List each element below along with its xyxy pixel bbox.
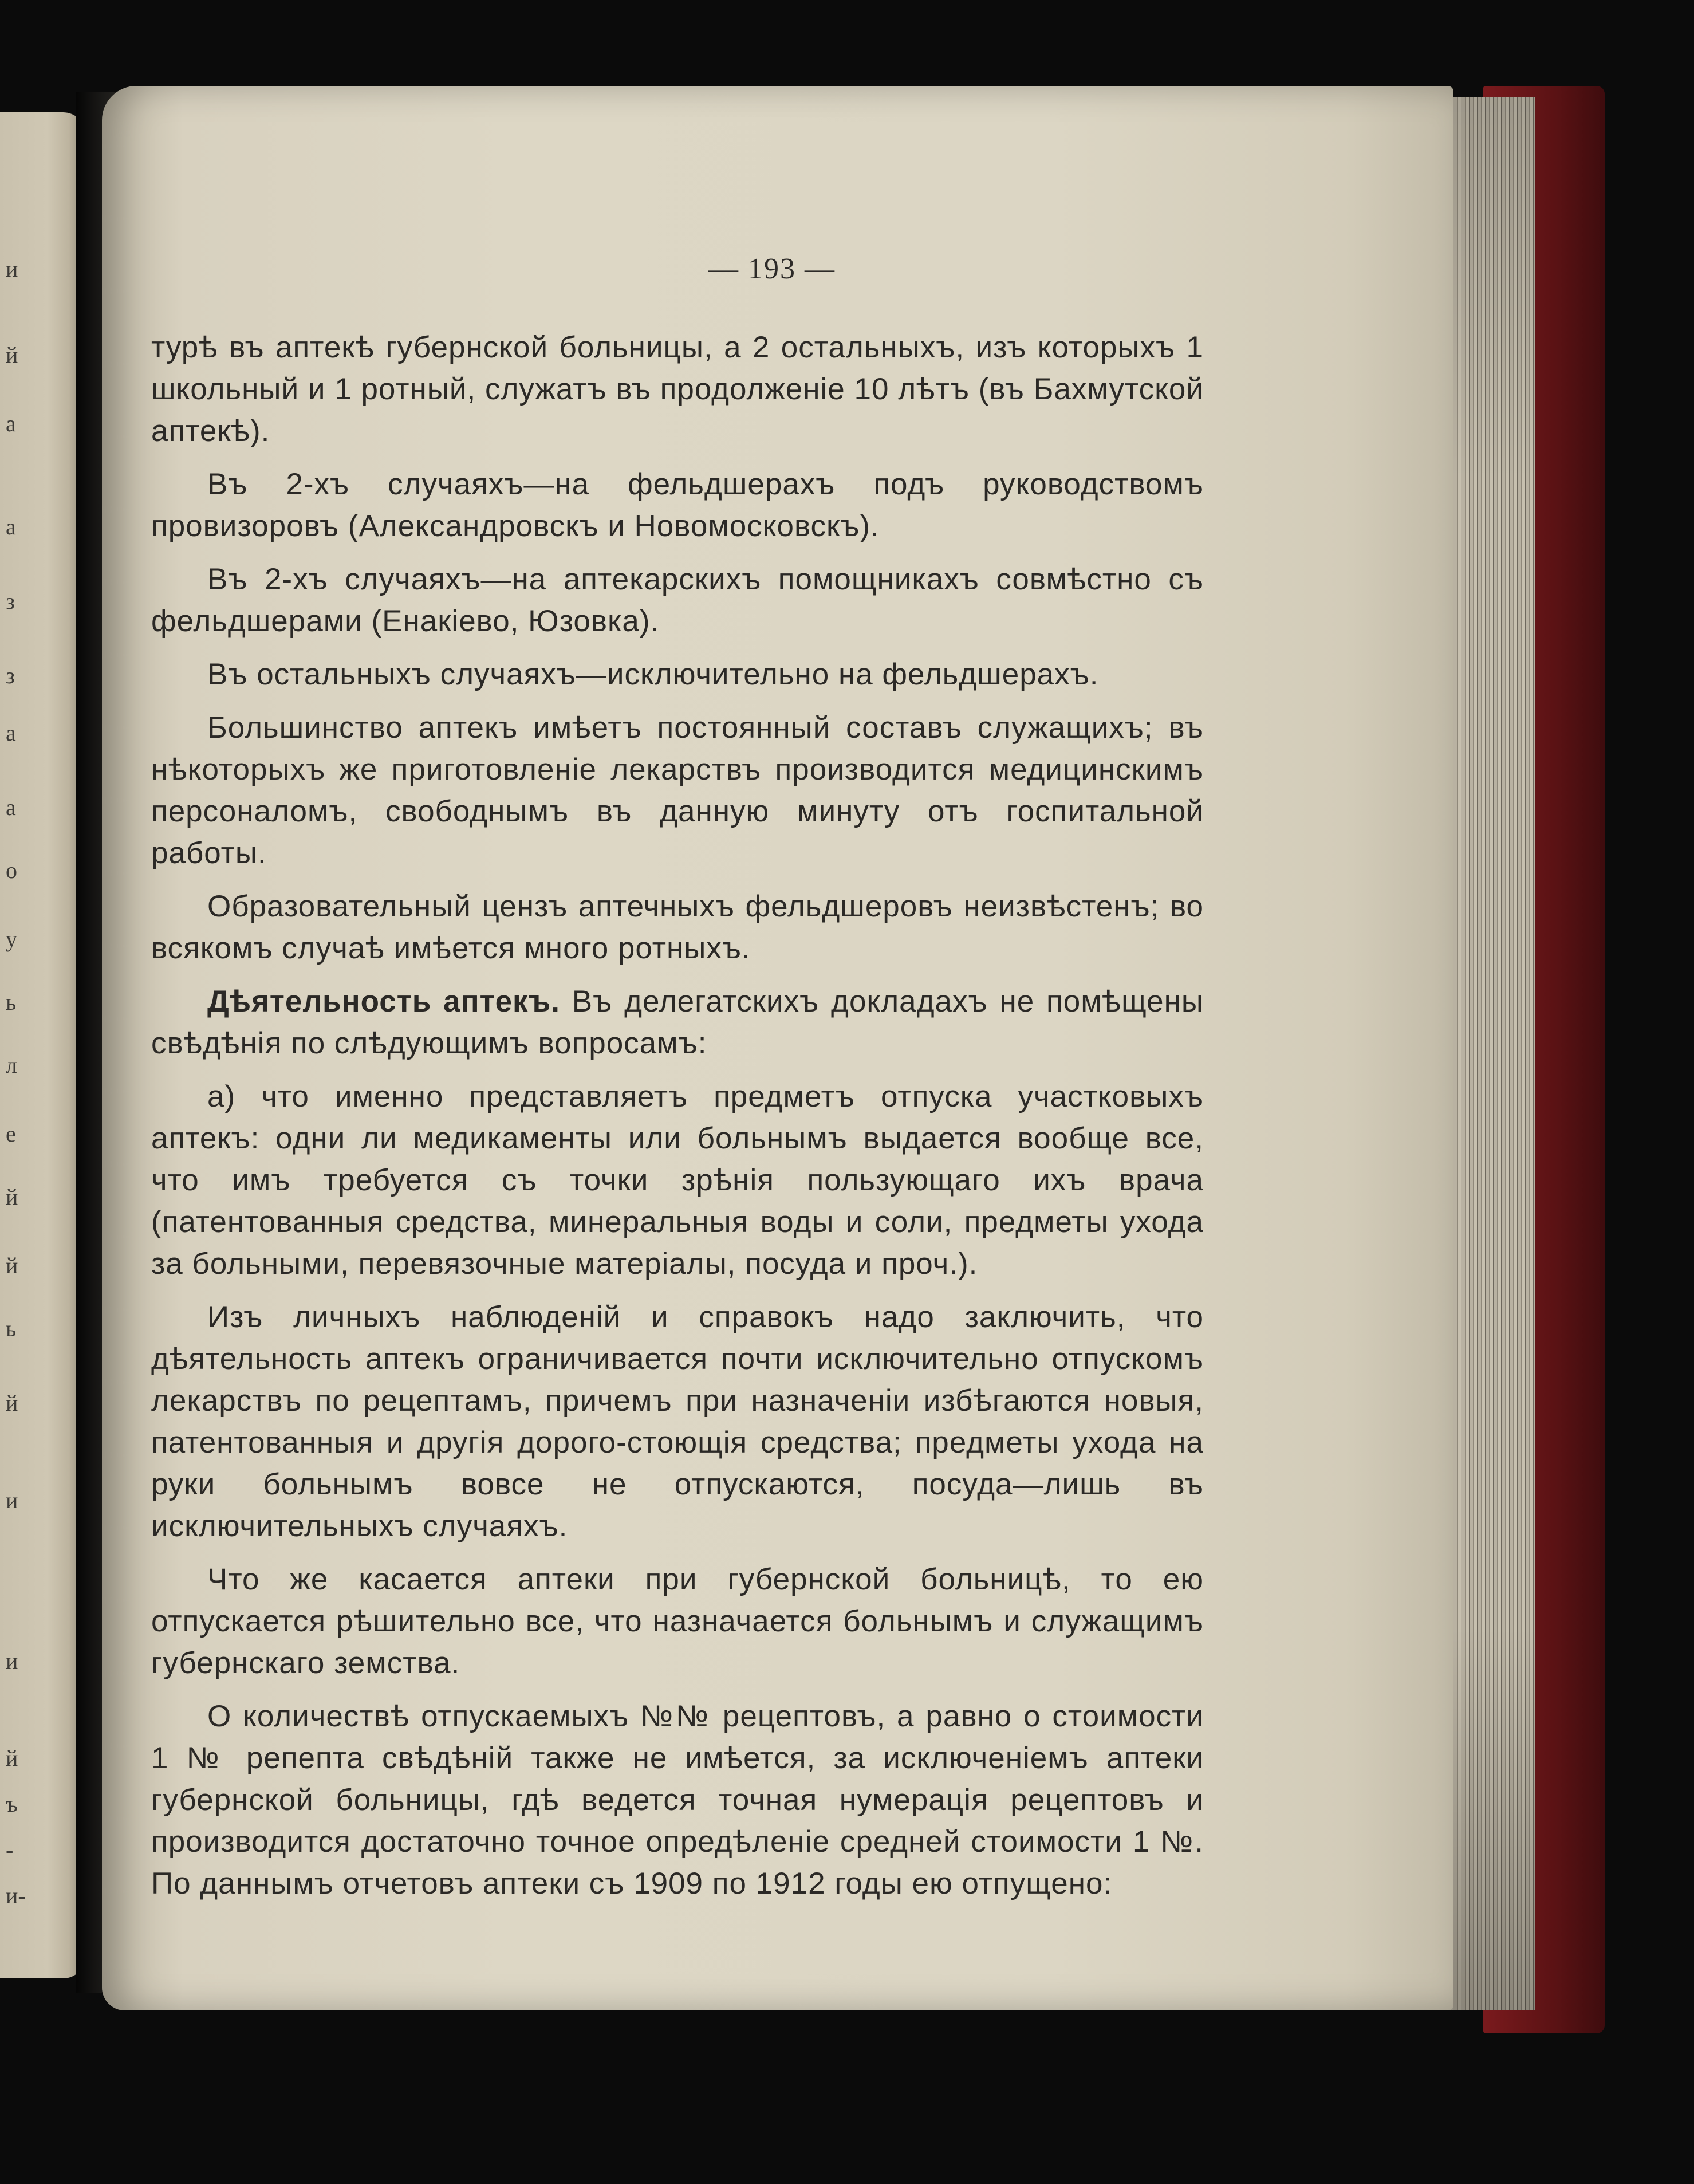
left-mark: и-	[6, 1883, 26, 1908]
right-page	[102, 86, 1453, 2010]
left-mark: л	[6, 1052, 17, 1078]
paragraph-continuation: турѣ въ аптекѣ губернской больницы, а 2 остальныхъ, изъ которыхъ 1 школьный и 1 ротный, служатъ въ продолженіе 10 лѣтъ (въ Бахмутской аптекѣ).	[151, 330, 1204, 448]
left-mark: ь	[6, 1316, 17, 1341]
paragraph: Большинство аптекъ имѣетъ постоянный составъ служащихъ; въ нѣкоторыхъ же приготовленіе лекарствъ производится медицинскимъ персоналомъ, свободнымъ въ данную минуту отъ госпитальной работы.	[151, 711, 1204, 870]
paragraph: Въ 2-хъ случаяхъ—на аптекарскихъ помощникахъ совмѣстно съ фельдшерами (Енакіево, Юзовка).	[151, 562, 1204, 638]
left-mark: е	[6, 1121, 16, 1147]
paragraph: Что же касается аптеки при губернской больницѣ, то ею отпускается рѣшительно все, что назначается больнымъ и служащимъ губернскаго земства.	[151, 1563, 1204, 1680]
left-mark: й	[6, 1390, 18, 1416]
left-mark: и	[6, 256, 18, 282]
left-mark: й	[6, 342, 18, 368]
left-mark: о	[6, 857, 17, 883]
paragraph-section-lead	[151, 981, 1204, 1064]
paragraph: Образовательный цензъ аптечныхъ фельдшеровъ неизвѣстенъ; во всякомъ случаѣ имѣется много ротныхъ.	[151, 890, 1204, 965]
paragraph: Въ остальныхъ случаяхъ—исключительно на фельдшерахъ.	[207, 658, 1099, 691]
left-mark: и	[6, 1648, 18, 1674]
left-mark: а	[6, 411, 16, 436]
section-heading: Дѣятельность аптекъ.	[207, 985, 560, 1018]
left-facing-page	[0, 112, 86, 1978]
left-mark: а	[6, 794, 16, 820]
paragraph: Изъ личныхъ наблюденій и справокъ надо заключить, что дѣятельность аптекъ ограничивается почти исключительно отпускомъ лекарствъ по рецептамъ, причемъ при назначеніи избѣгаются новыя, патентованныя и другія дорого-стоющія средства; предметы ухода на руки больнымъ вовсе не отпускаются, посуда—лишь въ исключительныхъ случаяхъ.	[151, 1300, 1204, 1543]
left-mark: й	[6, 1184, 18, 1210]
section-lead-text: Въ делегатскихъ докладахъ не помѣщены свѣдѣнія по слѣдующимъ вопросамъ:	[151, 985, 1204, 1060]
left-mark: й	[6, 1745, 18, 1771]
left-mark: -	[6, 1837, 14, 1863]
left-mark: з	[6, 588, 15, 614]
left-mark: й	[6, 1253, 18, 1278]
left-mark: а	[6, 514, 16, 540]
page-body-text	[151, 326, 1204, 1916]
left-mark: а	[6, 720, 16, 746]
paragraph-list-item: а) что именно представляетъ предметъ отпуска участковыхъ аптекъ: одни ли медикаменты или больнымъ выдается вообще все, что имъ требуется съ точки зрѣнія пользующаго ихъ врача (патентованныя средства, минеральныя воды и соли, предметы ухода за больными, перевязочные матеріалы, посуда и проч.).	[151, 1080, 1204, 1281]
left-mark: и	[6, 1488, 18, 1513]
left-mark: ь	[6, 989, 17, 1015]
left-mark: у	[6, 926, 17, 952]
paragraph: Въ 2-хъ случаяхъ—на фельдшерахъ подъ руководствомъ провизоровъ (Александровскъ и Новомосковскъ).	[151, 467, 1204, 543]
left-mark: ъ	[6, 1791, 18, 1817]
left-page-margin-text	[6, 112, 29, 1978]
paragraph: О количествѣ отпускаемыхъ №№ рецептовъ, а равно о стоимости 1 № репепта свѣдѣній также не имѣется, за исключеніемъ аптеки губернской больницы, гдѣ ведется точная нумерація рецептовъ и производится достаточно точное опредѣленіе средней стоимости 1 №. По даннымъ отчетовъ аптеки съ 1909 по 1912 годы ею отпущено:	[151, 1699, 1204, 1900]
left-mark: з	[6, 663, 15, 688]
page-number: — 193 —	[708, 253, 836, 285]
